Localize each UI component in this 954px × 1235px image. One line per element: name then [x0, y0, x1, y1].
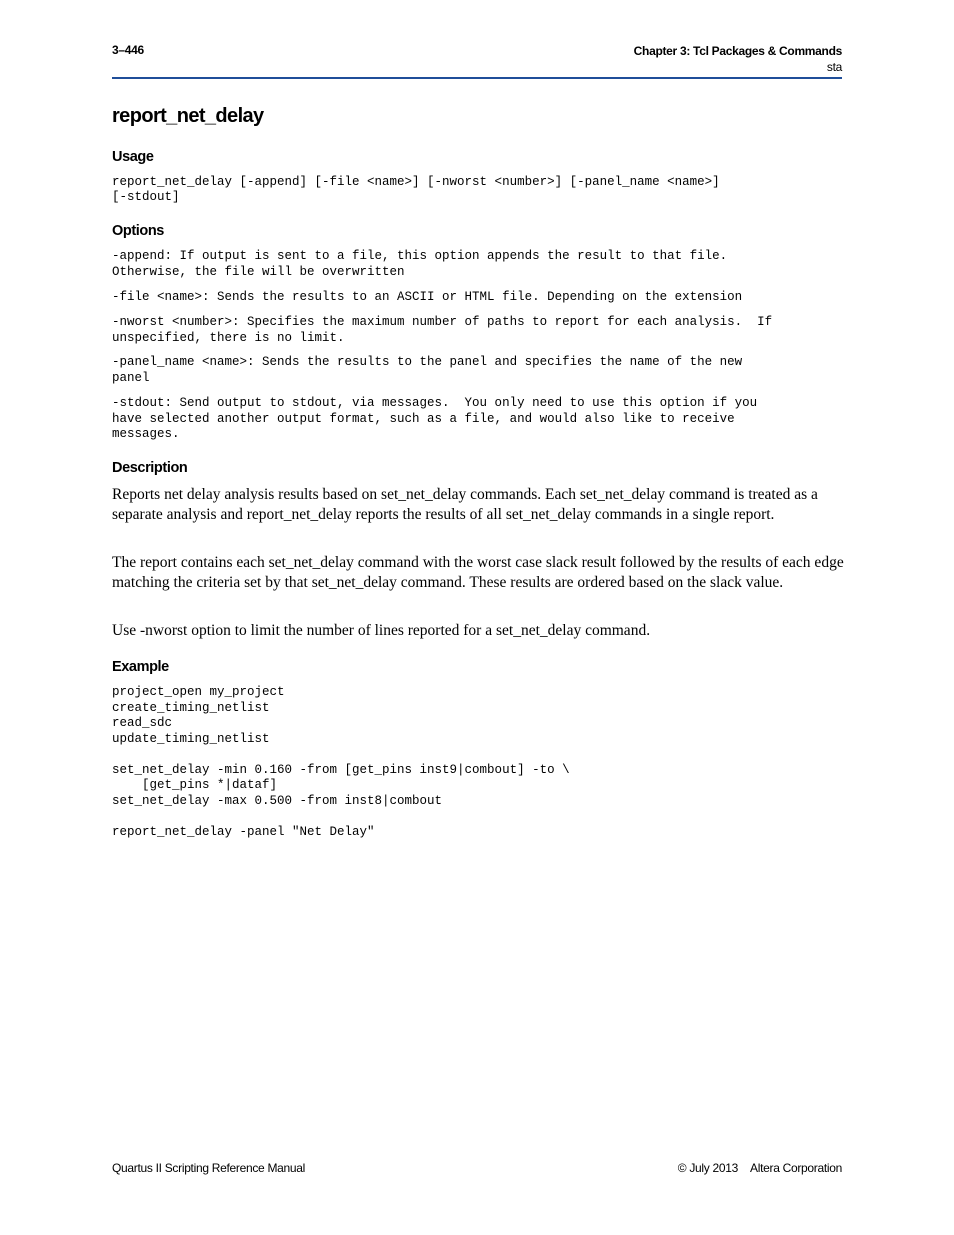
description-paragraph-2: The report contains each set_net_delay command with the worst case slack result followed by the results of each edge matching the criteria set by that set_net_delay command. These results are ordered based on the slack value. — [112, 554, 844, 591]
options-heading: Options — [112, 223, 164, 239]
page-title: report_net_delay — [112, 105, 264, 127]
description-paragraph-3: Use -nworst option to limit the number of lines reported for a set_net_delay command. — [112, 622, 651, 639]
header-rule — [112, 77, 842, 79]
usage-line-1: report_net_delay [-append] [-file <name>] [-nworst <number>] [-panel_name <name>] — [112, 175, 720, 189]
option-nworst: -nworst <number>: Specifies the maximum number of paths to report for each analysis. If unspecified, there is no limit. — [112, 315, 773, 345]
description-heading: Description — [112, 460, 188, 476]
example-heading: Example — [112, 659, 169, 675]
usage-heading: Usage — [112, 149, 154, 165]
usage-line-2: [-stdout] — [112, 190, 180, 204]
option-append: -append: If output is sent to a file, this option appends the result to that file. Otherwise, the file will be overwritten — [112, 249, 728, 279]
footer-right — [678, 1161, 842, 1175]
footer-manual-title: Quartus II Scripting Reference Manual — [112, 1161, 306, 1175]
section-name: sta — [826, 60, 842, 74]
footer-company: Altera Corporation — [750, 1161, 842, 1175]
option-stdout: -stdout: Send output to stdout, via messages. You only need to use this option if you have selected another output format, such as a file, and would also like to receive messages. — [112, 396, 758, 441]
option-file: -file <name>: Sends the results to an ASCII or HTML file. Depending on the extension — [112, 290, 743, 304]
option-panel-name: -panel_name <name>: Sends the results to the panel and specifies the name of the new panel — [112, 355, 743, 385]
description-paragraph-1: Reports net delay analysis results based on set_net_delay commands. Each set_net_delay command is treated as a separate analysis and report_net_delay reports the results of all set_net_delay commands in a single report. — [112, 486, 818, 523]
chapter-title: Chapter 3: Tcl Packages & Commands — [633, 44, 842, 58]
example-code: project_open my_project create_timing_netlist read_sdc update_timing_netlist set_net_delay -min 0.160 -from [get_pins inst9|combout] -to \ [get_pins *|dataf] set_net_delay -max 0.500 -from inst8|combout report_net_delay -panel "Net Delay" — [112, 685, 570, 839]
page-number: 3–446 — [112, 43, 144, 57]
footer-date: © July 2013 — [677, 1161, 739, 1175]
running-head — [634, 43, 842, 75]
